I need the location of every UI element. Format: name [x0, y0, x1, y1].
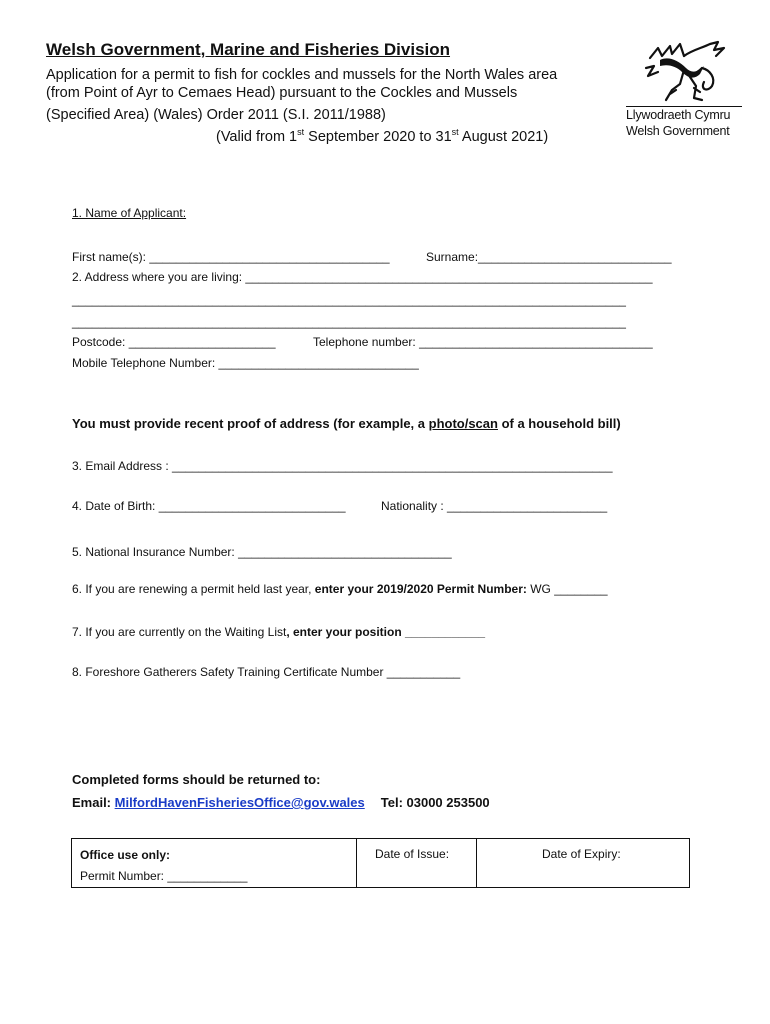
q6-text-bold: enter your 2019/2020 Permit Number: — [314, 582, 527, 596]
telephone-field[interactable]: Telephone number: ___________________________________ — [313, 335, 653, 349]
office-permit-number-field: Permit Number: ____________ — [80, 869, 248, 883]
subtitle-line-2: (from Point of Ayr to Cemaes Head) pursuant to the Cockles and Mussels — [46, 85, 518, 101]
page-title: Welsh Government, Marine and Fisheries Division — [46, 40, 451, 59]
q6-text-c: WG ________ — [526, 582, 608, 596]
first-name-field[interactable]: First name(s): ____________________________________ — [72, 250, 390, 264]
permit-number-field[interactable] — [72, 582, 608, 596]
office-use-table — [71, 838, 690, 888]
valid-text-b: September 2020 to 31 — [304, 128, 452, 145]
safety-certificate-field[interactable]: 8. Foreshore Gatherers Safety Training Certificate Number ___________ — [72, 665, 461, 679]
valid-sup-1: st — [297, 127, 305, 137]
waiting-list-position-field[interactable] — [72, 625, 485, 639]
email-label: Email: — [72, 795, 115, 810]
welsh-government-logo — [626, 38, 746, 139]
q7-text-a: 7. If you are currently on the Waiting List — [72, 625, 287, 639]
date-of-issue-label: Date of Issue: — [375, 847, 450, 861]
q6-text-a: 6. If you are renewing a permit held last year, — [72, 582, 315, 596]
valid-text-a: (Valid from 1 — [216, 128, 298, 145]
date-of-birth-field[interactable]: 4. Date of Birth: ____________________________ — [72, 499, 346, 513]
valid-sup-2: st — [451, 127, 459, 137]
logo-text-welsh: Llywodraeth Cymru — [626, 108, 731, 122]
email-address-field[interactable]: 3. Email Address : __________________________________________________________________ — [72, 459, 613, 473]
return-contact — [72, 795, 490, 810]
proof-text-a: You must provide recent proof of address (for example, a — [72, 416, 429, 431]
address-field[interactable]: 2. Address where you are living: _____________________________________________________________ — [72, 270, 653, 284]
subtitle-line-1: Application for a permit to fish for cockles and mussels for the North Wales area — [46, 67, 558, 83]
proof-of-address-notice — [72, 416, 621, 431]
office-use-cell — [72, 839, 357, 887]
office-email-link[interactable]: MilfordHavenFisheriesOffice@gov.wales — [114, 795, 365, 810]
office-telephone: Tel: 03000 253500 — [380, 795, 490, 810]
proof-photo-scan: photo/scan — [428, 416, 498, 431]
address-line-3[interactable]: ___________________________________________________________________________________ — [72, 315, 626, 329]
nationality-field[interactable]: Nationality : ________________________ — [381, 499, 608, 513]
q1-name-of-applicant: 1. Name of Applicant: — [72, 206, 187, 220]
proof-text-b: of a household bill) — [497, 416, 621, 431]
valid-text-c: August 2021) — [458, 128, 549, 145]
office-use-label: Office use only: — [80, 848, 171, 862]
return-heading: Completed forms should be returned to: — [72, 772, 321, 787]
welsh-dragon-icon — [640, 38, 732, 104]
address-line-2[interactable]: ___________________________________________________________________________________ — [72, 293, 626, 307]
logo-text-english: Welsh Government — [626, 124, 730, 138]
date-of-expiry-label: Date of Expiry: — [542, 847, 621, 861]
validity-period — [216, 127, 548, 145]
surname-field[interactable]: Surname:_____________________________ — [426, 250, 672, 264]
q7-text-bold: , enter your position ____________ — [286, 625, 486, 639]
subtitle-line-3: (Specified Area) (Wales) Order 2011 (S.I. 2011/1988) — [46, 107, 386, 123]
mobile-telephone-field[interactable]: Mobile Telephone Number: ______________________________ — [72, 356, 419, 370]
national-insurance-field[interactable]: 5. National Insurance Number: ________________________________ — [72, 545, 452, 559]
date-of-issue-cell — [356, 839, 477, 887]
postcode-field[interactable]: Postcode: ______________________ — [72, 335, 276, 349]
